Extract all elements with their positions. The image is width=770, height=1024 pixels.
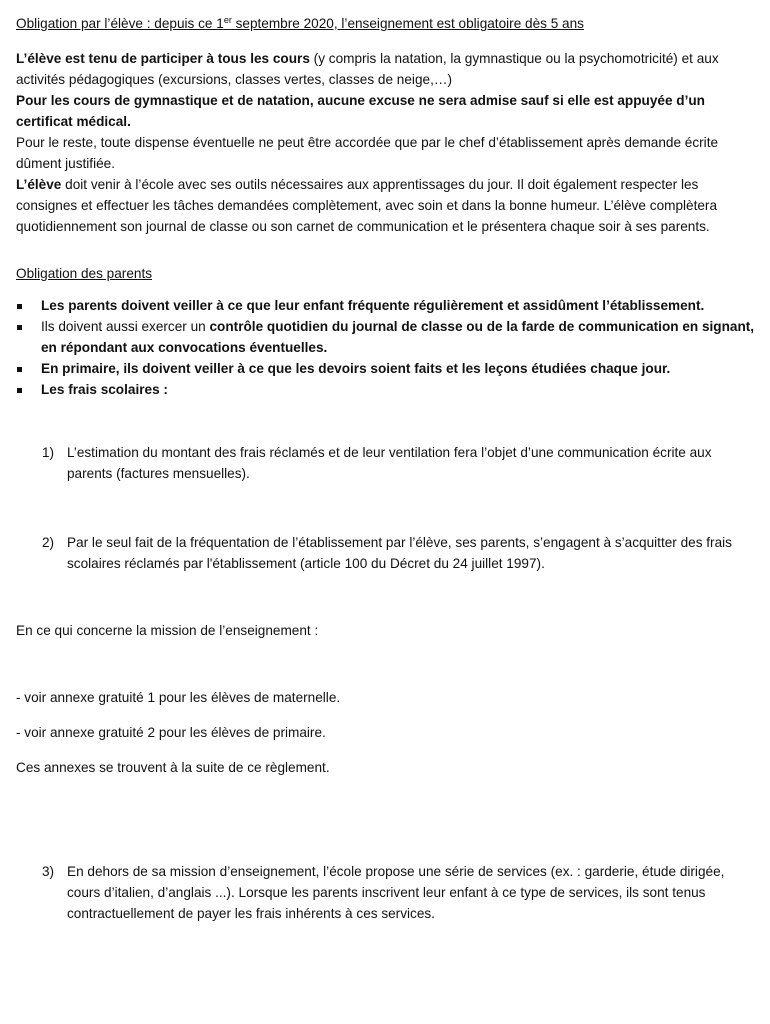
paragraph-annex-2: - voir annexe gratuité 2 pour les élèves de primaire. [16,725,326,740]
list-item: Les parents doivent veiller à ce que leur enfant fréquente régulièrement et assidûment l’établissement. [16,295,756,316]
parents-bullet-list [16,295,756,400]
bold-phrase: L’élève est tenu de participer à tous les cours [16,51,310,66]
bold-phrase: L’élève [16,177,62,192]
numbered-item-3: 3) En dehors de sa mission d’enseignement, l’école propose une série de services (ex. : garderie, étude dirigée, cours d’italien, d’anglais ...). Lorsque les parents inscrivent leur enfant à ce type de services, ils sont tenus contractuellement de payer les frais inhérents à ces services. [42,864,725,921]
list-item: Les frais scolaires : [16,379,756,400]
paragraph-participation: L’élève est tenu de participer à tous les cours (y compris la natation, la gymnastique ou la psychomotricité) et aux activités pédagogiques (excursions, classes vertes, classes de neige,…) [16,51,719,87]
numbered-item-2: 2) Par le seul fait de la fréquentation de l’établissement par l’élève, ses parents, s’engagent à s’acquitter des frais scolaires réclamés par l'établissement (article 100 du Décret du 24 juillet 1997). [42,535,732,571]
paragraph-dispensation: Pour le reste, toute dispense éventuelle ne peut être accordée que par le chef d’établissement après demande écrite dûment justifiée. [16,135,719,171]
paragraph-mission-intro: En ce qui concerne la mission de l’enseignement : [16,623,319,638]
document-page [16,13,756,924]
paragraph-annex-location: Ces annexes se trouvent à la suite de ce règlement. [16,760,330,775]
list-item: Ils doivent aussi exercer un contrôle quotidien du journal de classe ou de la farde de communication en signant, en répondant aux convocations éventuelles. [16,316,756,358]
section-title-student-obligation: Obligation par l’élève : depuis ce 1er septembre 2020, l’enseignement est obligatoire dès 5 ans [16,15,584,31]
numbered-item-1: 1) L’estimation du montant des frais réclamés et de leur ventilation fera l’objet d’une communication écrite aux parents (factures mensuelles). [42,445,712,481]
list-item: En primaire, ils doivent veiller à ce que les devoirs soient faits et les leçons étudiées chaque jour. [16,358,756,379]
paragraph-student-duties: L’élève doit venir à l’école avec ses outils nécessaires aux apprentissages du jour. Il doit également respecter les consignes et effectuer les tâches demandées complètement, avec soin et dans la bonne humeur. L’élève complètera quotidiennement son journal de classe ou son carnet de communication et le présentera chaque soir à ses parents. [16,177,718,234]
paragraph-medical-certificate: Pour les cours de gymnastique et de natation, aucune excuse ne sera admise sauf si elle est appuyée d’un certificat médical. [16,93,705,129]
paragraph-annex-1: - voir annexe gratuité 1 pour les élèves de maternelle. [16,690,341,705]
section-title-parents-obligation: Obligation des parents [16,266,153,281]
